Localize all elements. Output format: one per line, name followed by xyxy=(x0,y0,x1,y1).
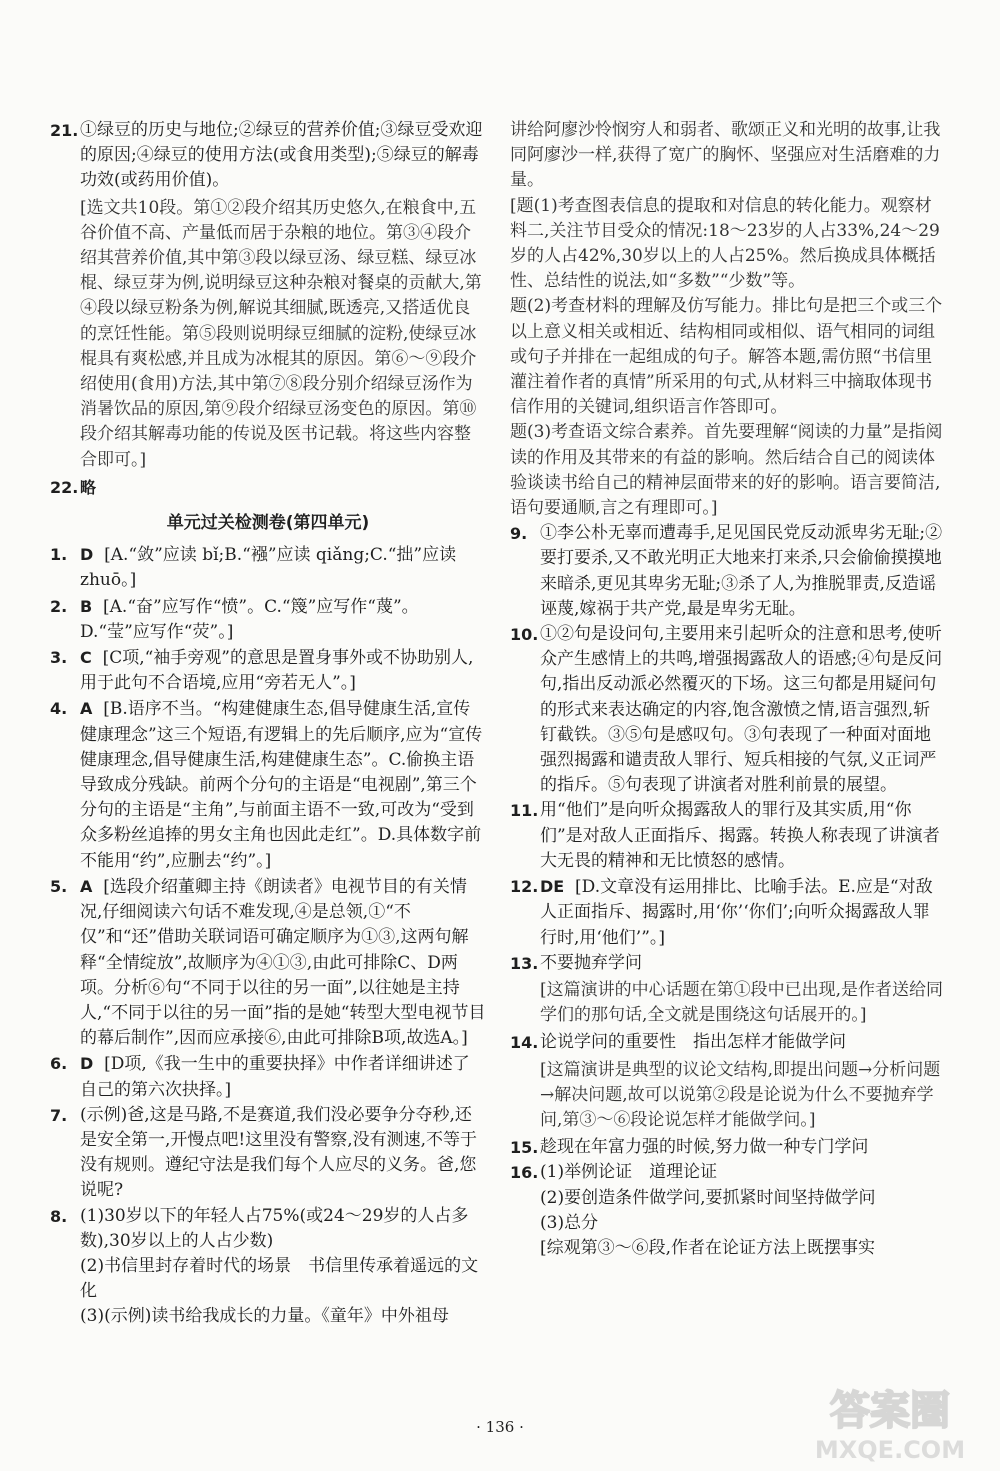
answer-choice: DE xyxy=(540,877,565,897)
question-3 xyxy=(50,645,486,696)
question-9 xyxy=(510,521,946,622)
explanation-note: [A.“敛”应读 bǐ;B.“襁”应读 qiǎng;C.“拙”应读 zhuō。] xyxy=(80,545,457,591)
answer-text: ①李公朴无辜而遭毒手,足见国民党反动派卑劣无耻;②要打要杀,又不敢光明正大地来打来杀,只会偷偷摸摸地来暗杀,更见其卑劣无耻;③杀了人,为推脱罪责,反造谣诬蔑,嫁祸于共产党,最是卑劣无耻。 xyxy=(540,523,943,619)
question-number: 21. xyxy=(50,121,79,140)
answer-part-2: (2)要创造条件做学问,要抓紧时间坚持做学问 xyxy=(540,1187,876,1208)
answer-text: (示例)爸,这是马路,不是赛道,我们没必要争分夺秒,还是安全第一,开慢点吧!这里没有警察,没有测速,不等于没有规则。遵纪守法是我们每个人应尽的义务。爸,您说呢? xyxy=(80,1104,478,1201)
explanation-note: [题(1)考查图表信息的提取和对信息的转化能力。观察材料二,关注节目受众的情况:18～23岁的人占33%,24～29岁的人占42%,30岁以上的人占25%。然后换成具体概括性、总结性的说法,如“多数”“少数”等。 xyxy=(510,195,940,292)
answer-choice: D xyxy=(80,1054,94,1074)
question-number: 10. xyxy=(510,625,539,645)
section-title: 单元过关检测卷(第四单元) xyxy=(166,513,370,534)
page-number: · 136 · xyxy=(476,1418,524,1436)
answer-text: 略 xyxy=(80,477,97,497)
question-7 xyxy=(50,1103,486,1204)
explanation-note: [D.文章没有运用排比、比喻手法。E.应是“对敌人正面指斥、揭露时,用‘你’‘你们’;向听众揭露敌人罪行时,用‘他们’”。] xyxy=(540,877,933,948)
answer-part-1: (1)举例论证 道理论证 xyxy=(540,1162,718,1183)
answer-part-3: (3)(示例)读书给我成长的力量。《童年》中外祖母 xyxy=(80,1306,449,1327)
question-number: 3. xyxy=(50,648,68,668)
question-6 xyxy=(50,1051,486,1102)
question-11 xyxy=(510,798,946,874)
answer-text: 论说学问的重要性 指出怎样才能做学问 xyxy=(540,1032,846,1053)
question-number: 9. xyxy=(510,524,528,544)
explanation-note: [A.“奋”应写作“愤”。C.“篾”应写作“蔑”。D.“莹”应写作“荧”。] xyxy=(80,596,419,642)
answer-choice: A xyxy=(80,876,93,896)
answer-part-3: (3)总分 xyxy=(540,1212,599,1233)
question-number: 1. xyxy=(50,545,68,565)
explanation-note: [这篇演讲是典型的议论文结构,即提出问题→分析问题→解决问题,故可以说第②段是论说为什么不要抛弃学问,第③～⑥段论说怎样才能做学问。] xyxy=(540,1059,941,1130)
question-number: 12. xyxy=(510,877,539,897)
question-number: 5. xyxy=(50,876,68,896)
question-1 xyxy=(50,542,486,593)
watermark-url: MXQE.COM xyxy=(814,1436,966,1464)
question-number: 7. xyxy=(50,1105,68,1125)
question-8 xyxy=(50,1204,486,1330)
question-12 xyxy=(510,874,946,951)
answer-part-1: (1)30岁以下的年轻人占75%(或24～29岁的人占多数),30岁以上的人占少数) xyxy=(80,1205,469,1251)
question-number: 4. xyxy=(50,699,68,719)
question-number: 8. xyxy=(50,1206,68,1226)
right-column xyxy=(510,118,946,1261)
question-2 xyxy=(50,594,486,645)
answer-text: ①②句是设问句,主要用来引起听众的注意和思考,使听众产生感情上的共鸣,增强揭露敌人的语感;④句是反问句,指出反动派必然覆灭的下场。这三句都是用疑问句的形式来表达确定的内容,饱含激愤之情,语言强烈,斩钉截铁。③⑤句是感叹句。③句表现了一种面对面地强烈揭露和谴责敌人罪行、短兵相接的气氛,义正词严的指斥。⑤句表现了讲演者对胜利前景的展望。 xyxy=(540,624,943,796)
explanation-note: 题(3)考查语文综合素养。首先要理解“阅读的力量”是指阅读的作用及其带来的有益的影响。然后结合自己的阅读体验谈读书给自己的精神层面带来的好的影响。语言要简洁,语句要通顺,言之有理即可。] xyxy=(510,422,943,519)
watermark-logo xyxy=(790,1378,990,1466)
explanation-note: [综观第③～⑥段,作者在论证方法上既摆事实 xyxy=(540,1237,876,1258)
question-number: 15. xyxy=(510,1138,539,1158)
left-column xyxy=(50,118,486,1330)
answer-choice: B xyxy=(80,596,93,616)
question-number: 6. xyxy=(50,1054,68,1074)
question-21 xyxy=(50,118,486,194)
question-number: 11. xyxy=(510,801,539,821)
explanation-note: [C项,“袖手旁观”的意思是置身事外或不协助别人,用于此句不合语境,应用“旁若无人”。] xyxy=(80,648,474,694)
question-4 xyxy=(50,696,486,873)
answer-choice: C xyxy=(80,648,92,668)
question-number: 2. xyxy=(50,596,68,616)
explanation-note: 题(2)考查材料的理解及仿写能力。排比句是把三个或三个以上意义相关或相近、结构相同或相似、语气相同的词组或句子并排在一起组成的句子。解答本题,需仿照“书信里灌注着作者的真情”所采用的句式,从材料三中摘取体现书信作用的关键词,组织语言作答即可。 xyxy=(510,296,943,418)
question-14 xyxy=(510,1030,946,1055)
question-number: 13. xyxy=(510,953,539,973)
answer-text: 趁现在年富力强的时候,努力做一种专门学问 xyxy=(540,1137,869,1158)
explanation-note: [选文共10段。第①②段介绍其历史悠久,在粮食中,五谷价值不高、产量低而居于杂粮的地位。第③④段介绍其营养价值,其中第③段以绿豆汤、绿豆糕、绿豆冰棍、绿豆芽为例,说明绿豆这种杂粮对餐桌的贡献大,第④段以绿豆粉条为例,解说其细腻,既透亮,又搭适优良的烹饪性能。第⑤段则说明绿豆细腻的淀粉,使绿豆冰棍具有爽松感,并且成为冰棍其的原因。第⑥～⑨段介绍使用(食用)方法,其中第⑦⑧段分别介绍绿豆汤作为消暑饮品的原因,第⑨段介绍绿豆汤变色的原因。第⑩段介绍其解毒功能的传说及医书记载。将这些内容整合即可。] xyxy=(80,197,482,470)
question-10 xyxy=(510,622,946,798)
question-13 xyxy=(510,951,946,976)
answer-continuation: 讲给阿廖沙怜悯穷人和弱者、歌颂正义和光明的故事,让我同阿廖沙一样,获得了宽广的胸怀、坚强应对生活磨难的力量。 xyxy=(510,120,941,191)
question-number: 16. xyxy=(510,1163,539,1183)
answer-choice: A xyxy=(80,699,93,719)
question-15 xyxy=(510,1135,946,1160)
explanation-note: [选段介绍董卿主持《朗读者》电视节目的有关情况,仔细阅读六句话不难发现,④是总领,①“不仅”和“还”借助关联词语可确定顺序为①③,这两句解释“全情绽放”,故顺序为④①③,由此可排除C、D两项。分析⑥句“不同于以往的另一面”,以往她是主持人,“不同于以往的另一面”指的是她“转型大型电视节目的幕后制作”,因而应承接⑥,由此可排除B项,故选A。] xyxy=(80,876,486,1049)
question-number: 22. xyxy=(50,477,79,497)
question-5 xyxy=(50,874,486,1051)
answer-text: 用“他们”是向听众揭露敌人的罪行及其实质,用“你们”是对敌人正面指斥、揭露。转换人称表现了讲演者大无畏的精神和无比愤怒的感情。 xyxy=(540,800,940,871)
explanation-note: [B.语序不当。“构建健康生态,倡导健康生活,宣传健康理念”这三个短语,有逻辑上的先后顺序,应为“宣传健康理念,倡导健康生活,构建健康生态”。C.偷换主语导致成分残缺。前两个分句的主语是“电视剧”,第三个分句的主语是“主角”,与前面主语不一致,可改为“受到众多粉丝追捧的男女主角也因此走红”。D.具体数字前不能用“约”,应删去“约”。] xyxy=(80,699,483,871)
explanation-note: [这篇演讲的中心话题在第①段中已出现,是作者送给同学们的那句话,全文就是围绕这句话展开的。] xyxy=(540,979,944,1026)
question-16 xyxy=(510,1160,946,1261)
question-number: 14. xyxy=(510,1033,539,1053)
answer-text: ①绿豆的历史与地位;②绿豆的营养价值;③绿豆受欢迎的原因;④绿豆的使用方法(或食用类型);⑤绿豆的解毒功效(或药用价值)。 xyxy=(80,120,483,191)
watermark-text: 答案圈 xyxy=(830,1388,950,1434)
question-22 xyxy=(50,475,486,501)
answer-text: 不要抛弃学问 xyxy=(540,952,642,973)
answer-choice: D xyxy=(80,545,94,565)
answer-part-2: (2)书信里封存着时代的场景 书信里传承着遥远的文化 xyxy=(80,1255,479,1302)
explanation-note: [D项,《我一生中的重要抉择》中作者详细讲述了自己的第六次抉择。] xyxy=(80,1054,470,1100)
